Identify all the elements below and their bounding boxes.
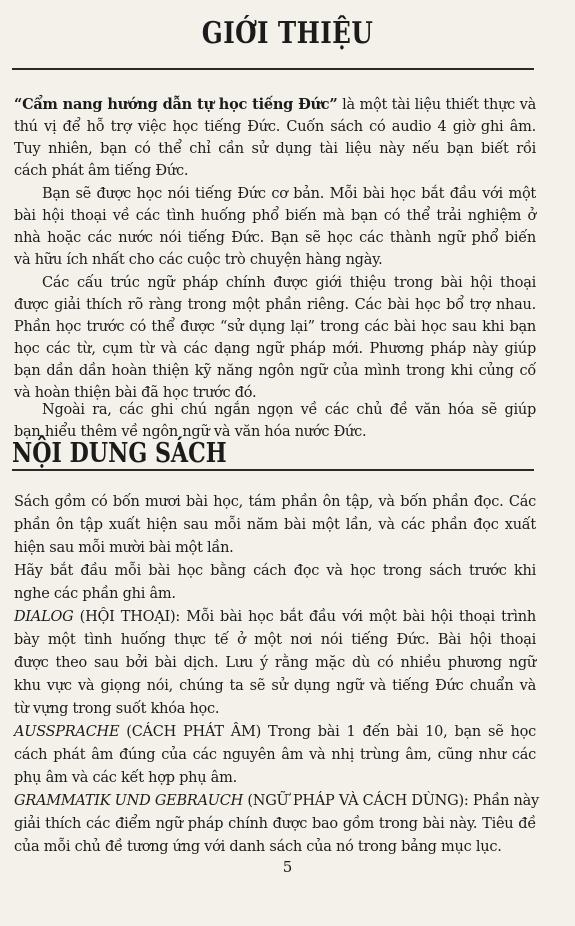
heading-contents-rule [12, 469, 534, 471]
dialog-line-1-rest: (HỘI THOẠI): Mỗi bài học bắt đầu với một bài hội thoại trình [73, 609, 536, 625]
aussprache-line-1-rest: (CÁCH PHÁT ÂM) Trong bài 1 đến bài 10, bạn sẽ học [119, 724, 536, 740]
intro-p1-line-1-rest: là một tài liệu thiết thực và [337, 97, 536, 113]
intro-p1-line-2: thú vị để hỗ trợ việc học tiếng Đức. Cuốn sách có audio 4 giờ ghi âm. [14, 119, 536, 135]
intro-p1-line-1 [14, 95, 536, 115]
intro-p3-line-6: và hoàn thiện bài đã học trước đó. [14, 385, 257, 401]
grammatik-line-3: của mỗi chủ đề tương ứng với danh sách của nó trong bảng mục lục. [14, 839, 502, 855]
aussprache-term: AUSSPRACHE [14, 724, 120, 740]
aussprache-line-1 [14, 722, 536, 742]
dialog-term: DIALOG [14, 609, 74, 625]
intro-p3-line-5: bạn dần dần hoàn thiện kỹ năng ngôn ngữ của mình trong khi củng cố [14, 363, 536, 379]
grammatik-line-1-rest: (NGỮ PHÁP VÀ CÁCH DÙNG): Phần này [243, 793, 539, 809]
page-number: 5 [282, 858, 293, 876]
contents-p2-line-2: nghe các phần ghi âm. [14, 586, 176, 602]
grammatik-line-2: giải thích các điểm ngữ pháp chính được bao gồm trong bài này. Tiêu đề [14, 816, 536, 832]
dialog-line-4: khu vực và giọng nói, chúng ta sẽ sử dụng ngữ và tiếng Đức chuẩn và [14, 678, 536, 694]
intro-p2-line-2: bài hội thoại về các tình huống phổ biến mà bạn có thể trải nghiệm ở [14, 208, 536, 224]
aussprache-line-2: cách phát âm đúng của các nguyên âm và nhị trùng âm, cũng như các [14, 747, 536, 763]
intro-p2-line-4: và hữu ích nhất cho các cuộc trò chuyện hàng ngày. [14, 252, 383, 268]
contents-p1-line-1: Sách gồm có bốn mươi bài học, tám phần ôn tập, và bốn phần đọc. Các [14, 494, 536, 510]
grammatik-line-1 [14, 791, 539, 811]
intro-p3-line-1: Các cấu trúc ngữ pháp chính được giới thiệu trong bài hội thoại [42, 275, 536, 291]
heading-intro: GIỚI THIỆU [201, 16, 374, 51]
book-title-quote: “Cẩm nang hướng dẫn tự học tiếng Đức” [14, 96, 338, 113]
heading-intro-rule [12, 68, 534, 70]
intro-p3-line-2: được giải thích rõ ràng trong một phần riêng. Các bài học bổ trợ nhau. [14, 297, 536, 313]
intro-p2-line-1: Bạn sẽ được học nói tiếng Đức cơ bản. Mỗi bài học bắt đầu với một [42, 186, 536, 202]
dialog-line-3: được theo sau bởi bài dịch. Lưu ý rằng mặc dù có nhiều phương ngữ [14, 655, 536, 671]
contents-p1-line-2: phần ôn tập xuất hiện sau mỗi năm bài một lần, và các phần đọc xuất [14, 517, 536, 533]
intro-p1-line-4: cách phát âm tiếng Đức. [14, 163, 189, 179]
intro-p4-line-2: bạn hiểu thêm về ngôn ngữ và văn hóa nước Đức. [14, 424, 367, 440]
intro-p1-line-3: Tuy nhiên, bạn có thể chỉ cần sử dụng tài liệu này nếu bạn biết rồi [14, 141, 536, 157]
dialog-line-1 [14, 607, 536, 627]
aussprache-line-3: phụ âm và các kết hợp phụ âm. [14, 770, 237, 786]
intro-p4-line-1: Ngoài ra, các ghi chú ngắn ngọn về các chủ đề văn hóa sẽ giúp [42, 402, 536, 418]
intro-p3-line-3: Phần học trước có thể được “sử dụng lại” trong các bài học sau khi bạn [14, 319, 536, 335]
dialog-line-2: bày một tình huống thực tế ở một nơi nói tiếng Đức. Bài hội thoại [14, 632, 536, 648]
heading-contents: NỘI DUNG SÁCH [12, 438, 227, 469]
intro-p2-line-3: nhà hoặc các nước nói tiếng Đức. Bạn sẽ học các thành ngữ phổ biến [14, 230, 536, 246]
grammatik-term: GRAMMATIK UND GEBRAUCH [14, 793, 243, 809]
contents-p1-line-3: hiện sau mỗi mười bài một lần. [14, 540, 234, 556]
dialog-line-5: từ vựng trong suốt khóa học. [14, 701, 220, 717]
intro-p3-line-4: học các từ, cụm từ và các dạng ngữ pháp mới. Phương pháp này giúp [14, 341, 536, 357]
contents-p2-line-1: Hãy bắt đầu mỗi bài học bằng cách đọc và học trong sách trước khi [14, 563, 536, 579]
